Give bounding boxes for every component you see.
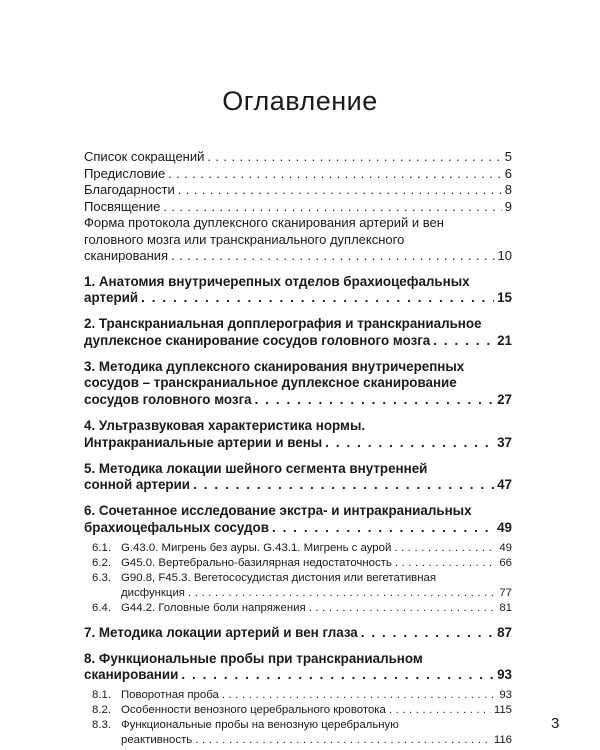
- chapter-title-line: 3. Методика дуплексного сканирования внутричерепных: [84, 358, 465, 374]
- toc-entry-page: 10: [497, 248, 512, 263]
- chapter-title-line: сканировании: [84, 667, 179, 683]
- subentry-label: Особенности венозного церебрального кровотока: [121, 704, 386, 717]
- subentry-page: 77: [499, 586, 512, 599]
- toc-front-matter: [84, 149, 512, 265]
- toc-entry-preface[interactable]: [84, 166, 512, 183]
- toc-entry-abbreviations[interactable]: [84, 149, 512, 166]
- subentry-number: 6.2.: [92, 556, 111, 569]
- subentry-number: 6.3.: [92, 571, 111, 584]
- toc-entry-label-line: Форма протокола дуплексного сканирования артерий и вен: [84, 215, 444, 230]
- chapter-title-line: брахиоцефальных сосудов: [84, 520, 269, 536]
- chapter-page: 47: [497, 477, 512, 493]
- toc-entry-label: Предисловие: [84, 165, 166, 181]
- chapter-title-line: артерий: [84, 290, 139, 306]
- subentry-label: G90.8, F45.3. Вегетососудистая дистония или вегетативная: [121, 571, 437, 584]
- toc-entry-label-line: головного мозга или транскраниального дуплексного: [84, 231, 405, 247]
- subentry-label: дисфункция: [121, 586, 185, 599]
- page-title: Оглавление: [222, 86, 378, 116]
- toc-subsections-8: [84, 688, 512, 748]
- toc-chapter-7[interactable]: [84, 625, 512, 642]
- toc-entry-page: 5: [504, 149, 512, 164]
- toc-entry-label: Посвящение: [84, 198, 161, 214]
- chapter-title-line: сосудов – транскраниальное дуплексное сканирование: [84, 375, 457, 391]
- toc-entry-label-line: сканирования: [84, 248, 169, 263]
- toc-entry-dedication[interactable]: [84, 199, 512, 216]
- toc-chapter-4[interactable]: [84, 418, 512, 452]
- chapter-title-line: 4. Ультразвуковая характеристика нормы.: [84, 418, 366, 434]
- toc-chapter-8[interactable]: [84, 651, 512, 685]
- subentry-number: 8.1.: [92, 689, 111, 702]
- toc-subentry[interactable]: [92, 571, 512, 601]
- toc-subentry[interactable]: [92, 688, 512, 703]
- chapter-page: 27: [497, 392, 512, 408]
- chapter-title-line: 7. Методика локации артерий и вен глаза: [84, 624, 358, 640]
- toc-entry-page: 9: [504, 198, 512, 214]
- toc-subentry[interactable]: [92, 541, 512, 556]
- subentry-label: G.43.0. Мигрень без ауры. G.43.1. Мигрень с аурой: [121, 541, 392, 554]
- toc-subentry[interactable]: [92, 718, 512, 748]
- toc-chapter-1[interactable]: [84, 274, 512, 308]
- chapter-page: 37: [497, 434, 512, 450]
- subentry-page: 49: [499, 541, 512, 554]
- toc-chapter-5[interactable]: [84, 461, 512, 495]
- chapter-page: 49: [497, 520, 512, 536]
- chapter-page: 15: [497, 290, 512, 306]
- chapter-page: 21: [497, 332, 512, 348]
- subentry-number: 8.2.: [92, 704, 111, 717]
- chapter-page: 87: [497, 624, 512, 640]
- chapter-title-line: сосудов головного мозга: [84, 392, 252, 408]
- toc-entry-page: 6: [504, 165, 512, 181]
- chapter-title-line: 6. Сочетанное исследование экстра- и интракраниальных: [84, 503, 472, 519]
- chapter-page: 93: [497, 667, 512, 683]
- toc-subentry[interactable]: [92, 556, 512, 571]
- chapter-title-line: 2. Транскраниальная допплерография и транскраниальное: [84, 316, 482, 332]
- subentry-number: 8.3.: [92, 719, 111, 732]
- chapter-title-line: дуплексное сканирование сосудов головного мозга: [84, 332, 431, 348]
- toc-subsections-6: [84, 541, 512, 616]
- toc-subentry[interactable]: [92, 601, 512, 616]
- toc-entry-protocol-form[interactable]: [84, 215, 512, 265]
- subentry-label: G45.0. Вертебрально-базилярная недостаточность: [121, 556, 392, 569]
- subentry-number: 6.4.: [92, 601, 111, 614]
- subentry-page: 81: [499, 601, 512, 614]
- subentry-page: 66: [499, 556, 512, 569]
- subentry-page: 115: [493, 704, 512, 717]
- chapter-title-line: Интракраниальные артерии и вены: [84, 434, 323, 450]
- subentry-label: реактивность: [121, 734, 193, 747]
- toc-subentry[interactable]: [92, 703, 512, 718]
- table-of-contents: [84, 149, 512, 748]
- page-number: 3: [551, 715, 560, 732]
- subentry-label: Функциональные пробы на венозную церебральную: [121, 719, 399, 732]
- subentry-number: 6.1.: [92, 541, 111, 554]
- subentry-label: G44.2. Головные боли напряжения: [121, 601, 306, 614]
- chapter-title-line: 5. Методика локации шейного сегмента внутренней: [84, 460, 428, 476]
- toc-chapter-2[interactable]: [84, 316, 512, 350]
- chapter-title-line: 1. Анатомия внутричерепных отделов брахиоцефальных: [84, 273, 470, 289]
- toc-entry-acknowledgements[interactable]: [84, 182, 512, 199]
- chapter-title-line: 8. Функциональные пробы при транскраниальном: [84, 650, 423, 666]
- toc-entry-page: 8: [504, 182, 512, 197]
- subentry-page: 93: [499, 689, 512, 702]
- subentry-label: Поворотная проба: [121, 689, 219, 702]
- toc-entry-label: Благодарности: [84, 182, 175, 197]
- subentry-page: 116: [493, 734, 512, 747]
- toc-chapter-3[interactable]: [84, 359, 512, 409]
- toc-chapter-6[interactable]: [84, 503, 512, 537]
- chapter-title-line: сонной артерии: [84, 477, 191, 493]
- toc-entry-label: Список сокращений: [84, 149, 205, 164]
